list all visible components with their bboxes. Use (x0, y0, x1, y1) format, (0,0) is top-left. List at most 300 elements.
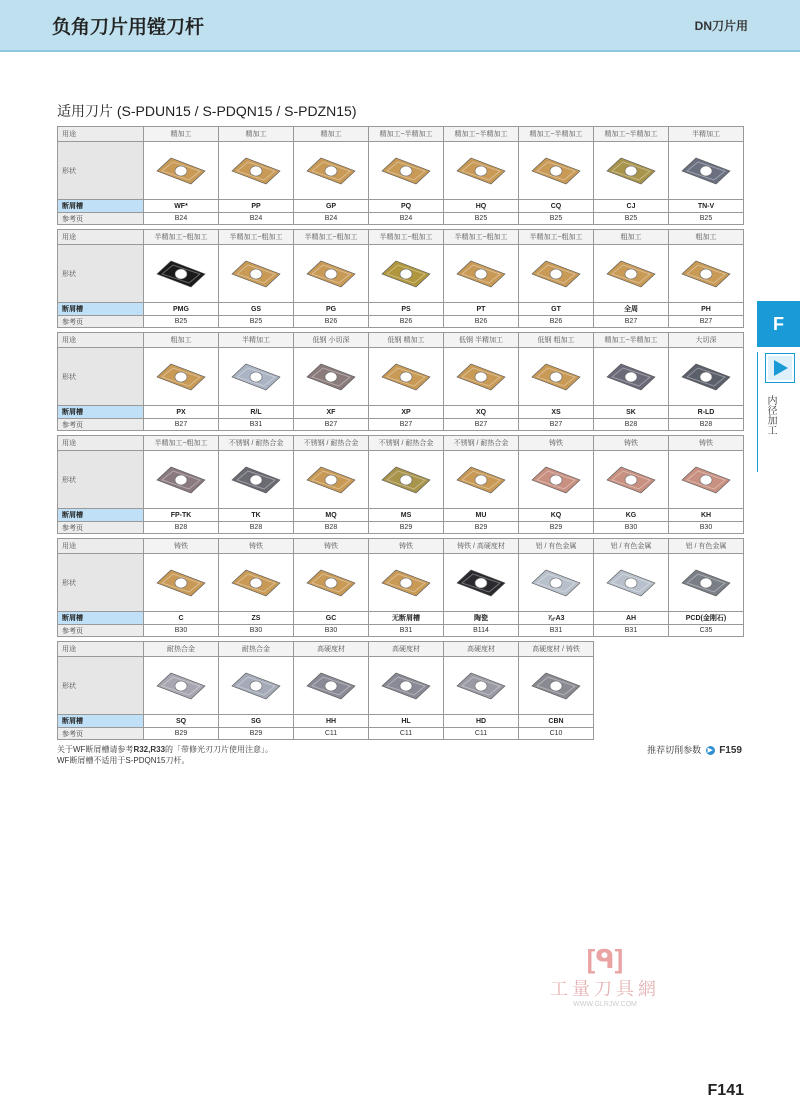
shape-label: 形状 (58, 245, 144, 303)
insert-image (530, 156, 582, 186)
chipbreaker-code: GS (219, 303, 294, 316)
insert-image (155, 568, 207, 598)
shape-cell (669, 245, 744, 303)
reference-page[interactable]: B30 (144, 625, 219, 637)
watermark-url: WWW.GLRJW.COM (573, 1001, 637, 1008)
use-cell: 铸铁 (294, 539, 369, 554)
insert-image (530, 568, 582, 598)
use-cell: 半精加工~粗加工 (369, 230, 444, 245)
use-cell: 铝 / 有色金属 (669, 539, 744, 554)
insert-image (155, 465, 207, 495)
chipbreaker-code: 全周 (594, 303, 669, 316)
shape-cell (219, 348, 294, 406)
shape-cell (144, 142, 219, 200)
reference-page[interactable]: B24 (294, 213, 369, 225)
chipbreaker-code: CQ (519, 200, 594, 213)
shape-cell (519, 348, 594, 406)
use-cell: 不锈钢 / 耐热合金 (369, 436, 444, 451)
use-cell: 铸铁 (369, 539, 444, 554)
use-cell: 大切深 (669, 333, 744, 348)
insert-image (680, 259, 732, 289)
shape-cell (444, 657, 519, 715)
chipbreaker-code: FP-TK (144, 509, 219, 522)
insert-image (530, 259, 582, 289)
shape-cell (219, 142, 294, 200)
insert-image (530, 465, 582, 495)
shape-cell (369, 245, 444, 303)
section-title: 适用刀片 (S-PDUN15 / S-PDQN15 / S-PDZN15) (57, 103, 357, 119)
shape-row (58, 657, 594, 715)
use-cell: 精加工~半精加工 (594, 127, 669, 142)
use-label: 用途 (58, 127, 144, 142)
insert-image (305, 156, 357, 186)
use-row (58, 436, 744, 451)
use-cell: 半精加工~粗加工 (294, 230, 369, 245)
insert-image (380, 259, 432, 289)
chipbreaker-code: SQ (144, 715, 219, 728)
insert-image (155, 671, 207, 701)
use-cell: 半精加工~粗加工 (444, 230, 519, 245)
use-cell: 半精加工~粗加工 (519, 230, 594, 245)
reference-page[interactable]: B28 (594, 419, 669, 431)
side-divider (757, 352, 758, 472)
chipbreaker-label: 断屑槽 (58, 509, 144, 522)
ref-label: 参考页 (58, 625, 144, 637)
shape-cell (144, 554, 219, 612)
chipbreaker-code: MU (444, 509, 519, 522)
shape-cell (219, 554, 294, 612)
reference-page[interactable]: B31 (594, 625, 669, 637)
chipbreaker-code: MS (369, 509, 444, 522)
ref-label: 参考页 (58, 316, 144, 328)
reference-page[interactable]: B27 (594, 316, 669, 328)
shape-cell (594, 451, 669, 509)
cb-row (58, 200, 744, 213)
page-number: F141 (707, 1082, 744, 1099)
chipbreaker-code: XP (369, 406, 444, 419)
shape-cell (594, 348, 669, 406)
chipbreaker-code: GC (294, 612, 369, 625)
use-cell: 高硬度材 (369, 642, 444, 657)
reference-page[interactable]: B29 (144, 728, 219, 740)
insert-image (605, 259, 657, 289)
side-label: 内径加工 (765, 395, 776, 435)
shape-row (58, 142, 744, 200)
shape-cell (669, 554, 744, 612)
reference-page[interactable]: B31 (219, 419, 294, 431)
chipbreaker-code: GP (294, 200, 369, 213)
insert-image (455, 568, 507, 598)
reference-page[interactable]: B28 (294, 522, 369, 534)
use-cell: 高硬度材 / 铸铁 (519, 642, 594, 657)
reference-page[interactable]: B24 (144, 213, 219, 225)
insert-image (155, 259, 207, 289)
use-row (58, 127, 744, 142)
chipbreaker-label: 断屑槽 (58, 715, 144, 728)
shape-cell (294, 348, 369, 406)
use-row (58, 539, 744, 554)
use-cell: 铸铁 (594, 436, 669, 451)
chipbreaker-code: PG (294, 303, 369, 316)
use-label: 用途 (58, 539, 144, 554)
insert-image (455, 156, 507, 186)
shape-cell (444, 245, 519, 303)
insert-image (305, 259, 357, 289)
shape-cell (294, 554, 369, 612)
ref-label: 参考页 (58, 419, 144, 431)
use-cell: 铝 / 有色金属 (519, 539, 594, 554)
chipbreaker-label: 断屑槽 (58, 406, 144, 419)
ref-label: 参考页 (58, 213, 144, 225)
ref-row (58, 419, 744, 431)
shape-cell (294, 451, 369, 509)
reference-page[interactable]: B27 (294, 419, 369, 431)
use-cell: 铸铁 (144, 539, 219, 554)
shape-cell (294, 245, 369, 303)
reference-page[interactable]: C11 (369, 728, 444, 740)
insert-image (455, 362, 507, 392)
insert-image (380, 362, 432, 392)
insert-image (380, 568, 432, 598)
shape-cell (294, 142, 369, 200)
insert-image (305, 465, 357, 495)
chipbreaker-code: PCD(金刚石) (669, 612, 744, 625)
insert-image (230, 465, 282, 495)
reference-page[interactable]: B28 (144, 522, 219, 534)
reference-page[interactable]: B26 (369, 316, 444, 328)
shape-cell (444, 348, 519, 406)
insert-image (380, 465, 432, 495)
reference-page[interactable]: B25 (144, 316, 219, 328)
watermark-name: 工量刀具網 (550, 979, 660, 999)
insert-image (605, 465, 657, 495)
shape-cell (519, 245, 594, 303)
reference-page[interactable]: B28 (669, 419, 744, 431)
cb-row (58, 509, 744, 522)
shape-cell (594, 245, 669, 303)
reference-page[interactable]: B30 (294, 625, 369, 637)
cutting-conditions-label: 推荐切削参数 (647, 745, 702, 755)
page-title: 负角刀片用镗刀杆 (52, 17, 205, 38)
chipbreaker-code: XS (519, 406, 594, 419)
use-cell: 半精加工~粗加工 (144, 230, 219, 245)
shape-cell (519, 142, 594, 200)
chipbreaker-code: TK (219, 509, 294, 522)
shape-label: 形状 (58, 348, 144, 406)
insert-table-group (57, 126, 744, 225)
insert-image (680, 156, 732, 186)
shape-cell (519, 451, 594, 509)
reference-page[interactable]: B25 (444, 213, 519, 225)
shape-cell (369, 554, 444, 612)
use-label: 用途 (58, 642, 144, 657)
use-label: 用途 (58, 230, 144, 245)
reference-page[interactable]: B24 (369, 213, 444, 225)
page-header (0, 0, 800, 52)
chipbreaker-code: PS (369, 303, 444, 316)
reference-page[interactable]: B30 (594, 522, 669, 534)
shape-cell (369, 348, 444, 406)
use-cell: 粗加工 (594, 230, 669, 245)
reference-page[interactable]: B27 (519, 419, 594, 431)
insert-image (605, 156, 657, 186)
boring-bar-icon (765, 353, 795, 383)
insert-image (680, 465, 732, 495)
use-cell: 耐热合金 (144, 642, 219, 657)
insert-table-group (57, 332, 744, 431)
insert-image (680, 362, 732, 392)
chipbreaker-code: XF (294, 406, 369, 419)
use-cell: 耐热合金 (219, 642, 294, 657)
chipbreaker-code: HH (294, 715, 369, 728)
use-cell: 低钢 精加工 (369, 333, 444, 348)
reference-page[interactable]: C35 (669, 625, 744, 637)
reference-page[interactable]: B31 (519, 625, 594, 637)
reference-page[interactable]: B114 (444, 625, 519, 637)
reference-page[interactable]: B26 (519, 316, 594, 328)
shape-cell (444, 451, 519, 509)
use-label: 用途 (58, 436, 144, 451)
chipbreaker-label: 断屑槽 (58, 303, 144, 316)
ref-label: 参考页 (58, 728, 144, 740)
reference-page[interactable]: B27 (669, 316, 744, 328)
reference-page[interactable]: B25 (669, 213, 744, 225)
shape-cell (669, 142, 744, 200)
cutting-conditions-link[interactable] (647, 743, 742, 756)
watermark (540, 944, 670, 1008)
reference-page[interactable]: B29 (444, 522, 519, 534)
use-cell: 铸铁 (219, 539, 294, 554)
shape-label: 形状 (58, 451, 144, 509)
use-cell: 半精加工~粗加工 (219, 230, 294, 245)
use-cell: 高硬度材 (294, 642, 369, 657)
use-cell: 精加工~半精加工 (594, 333, 669, 348)
chipbreaker-code: C (144, 612, 219, 625)
reference-page[interactable]: B27 (444, 419, 519, 431)
chipbreaker-code: HQ (444, 200, 519, 213)
chipbreaker-code: ZS (219, 612, 294, 625)
reference-page[interactable]: B27 (369, 419, 444, 431)
chipbreaker-code: KH (669, 509, 744, 522)
use-cell: 铸铁 (669, 436, 744, 451)
use-cell: 精加工 (294, 127, 369, 142)
shape-cell (669, 451, 744, 509)
reference-page[interactable]: B25 (519, 213, 594, 225)
cb-row (58, 303, 744, 316)
watermark-logo: [ᑫ] (586, 944, 624, 974)
use-cell: 精加工~半精加工 (519, 127, 594, 142)
use-cell: 不锈钢 / 耐热合金 (219, 436, 294, 451)
cb-row (58, 715, 594, 728)
use-cell: 铸铁 / 高硬度材 (444, 539, 519, 554)
use-cell: 精加工 (144, 127, 219, 142)
use-cell: 半精加工 (669, 127, 744, 142)
reference-page[interactable]: C10 (519, 728, 594, 740)
notes (57, 744, 273, 766)
shape-cell (294, 657, 369, 715)
shape-row (58, 554, 744, 612)
use-cell: 精加工~半精加工 (369, 127, 444, 142)
insert-image (455, 671, 507, 701)
ref-label: 参考页 (58, 522, 144, 534)
use-cell: 粗加工 (669, 230, 744, 245)
shape-label: 形状 (58, 142, 144, 200)
chipbreaker-code: PX (144, 406, 219, 419)
chipbreaker-code: PH (669, 303, 744, 316)
use-cell: 不锈钢 / 耐热合金 (444, 436, 519, 451)
shape-cell (144, 451, 219, 509)
insert-tables (57, 126, 743, 744)
use-cell: 低钢 半精加工 (444, 333, 519, 348)
reference-page[interactable]: B26 (294, 316, 369, 328)
ref-row (58, 728, 594, 740)
chipbreaker-code: R-LD (669, 406, 744, 419)
shape-cell (144, 245, 219, 303)
insert-image (530, 362, 582, 392)
insert-image (155, 156, 207, 186)
use-cell: 铝 / 有色金属 (594, 539, 669, 554)
insert-image (230, 568, 282, 598)
reference-page[interactable]: B29 (219, 728, 294, 740)
reference-page[interactable]: B30 (669, 522, 744, 534)
chipbreaker-code: 陶瓷 (444, 612, 519, 625)
reference-page[interactable]: B27 (144, 419, 219, 431)
cutting-conditions-page: F159 (719, 745, 742, 756)
shape-row (58, 348, 744, 406)
shape-row (58, 245, 744, 303)
shape-cell (594, 554, 669, 612)
use-cell: 精加工 (219, 127, 294, 142)
insert-image (230, 671, 282, 701)
insert-image (605, 362, 657, 392)
insert-image (605, 568, 657, 598)
chipbreaker-code: KQ (519, 509, 594, 522)
chipbreaker-code: XQ (444, 406, 519, 419)
reference-page[interactable]: B26 (444, 316, 519, 328)
use-cell: 不锈钢 / 耐热合金 (294, 436, 369, 451)
chipbreaker-code: SG (219, 715, 294, 728)
insert-table-group (57, 229, 744, 328)
reference-page[interactable]: B25 (219, 316, 294, 328)
shape-cell (219, 245, 294, 303)
chipbreaker-code: KG (594, 509, 669, 522)
chipbreaker-code: TN-V (669, 200, 744, 213)
side-tab-f[interactable]: F (757, 301, 800, 347)
reference-page[interactable]: B30 (219, 625, 294, 637)
insert-image (455, 465, 507, 495)
reference-page[interactable]: B31 (369, 625, 444, 637)
use-label: 用途 (58, 333, 144, 348)
chipbreaker-code: ⅞-A3 (519, 612, 594, 625)
chipbreaker-code: 无断屑槽 (369, 612, 444, 625)
chipbreaker-code: GT (519, 303, 594, 316)
shape-cell (444, 142, 519, 200)
use-cell: 半精加工 (219, 333, 294, 348)
insert-table-group (57, 538, 744, 637)
chipbreaker-code: PQ (369, 200, 444, 213)
use-row (58, 333, 744, 348)
use-cell: 低钢 小切深 (294, 333, 369, 348)
ref-row (58, 625, 744, 637)
use-cell: 低钢 粗加工 (519, 333, 594, 348)
chipbreaker-label: 断屑槽 (58, 200, 144, 213)
use-row (58, 230, 744, 245)
arrow-right-icon: ▶ (707, 747, 713, 755)
chipbreaker-code: CJ (594, 200, 669, 213)
insert-image (455, 259, 507, 289)
chipbreaker-code: R/L (219, 406, 294, 419)
reference-page[interactable]: C11 (294, 728, 369, 740)
chipbreaker-label: 断屑槽 (58, 612, 144, 625)
chipbreaker-code: WF* (144, 200, 219, 213)
page-subtitle: DN刀片用 (694, 19, 748, 33)
reference-page[interactable]: B25 (594, 213, 669, 225)
insert-image (680, 568, 732, 598)
shape-cell (519, 657, 594, 715)
insert-image (530, 671, 582, 701)
shape-cell (369, 657, 444, 715)
ref-row (58, 316, 744, 328)
shape-label: 形状 (58, 554, 144, 612)
insert-image (305, 671, 357, 701)
reference-page[interactable]: B24 (219, 213, 294, 225)
reference-page[interactable]: B29 (519, 522, 594, 534)
ref-row (58, 213, 744, 225)
shape-row (58, 451, 744, 509)
cb-row (58, 612, 744, 625)
chipbreaker-code: HL (369, 715, 444, 728)
insert-image (230, 362, 282, 392)
use-cell: 精加工~半精加工 (444, 127, 519, 142)
note-line-1: 关于WF断屑槽请参考R32,R33的「带修光刃刀片使用注意」。 (57, 745, 274, 754)
shape-cell (369, 451, 444, 509)
use-cell: 高硬度材 (444, 642, 519, 657)
reference-page[interactable]: C11 (444, 728, 519, 740)
note-line-2: WF断屑槽不适用于S-PDQN15刀杆。 (57, 756, 190, 765)
insert-image (155, 362, 207, 392)
insert-image (230, 259, 282, 289)
chipbreaker-code: PMG (144, 303, 219, 316)
use-cell: 粗加工 (144, 333, 219, 348)
insert-image (305, 362, 357, 392)
shape-cell (669, 348, 744, 406)
shape-cell (219, 657, 294, 715)
shape-cell (369, 142, 444, 200)
insert-image (305, 568, 357, 598)
use-cell: 半精加工~粗加工 (144, 436, 219, 451)
shape-cell (144, 348, 219, 406)
cb-row (58, 406, 744, 419)
use-row (58, 642, 594, 657)
chipbreaker-code: SK (594, 406, 669, 419)
chipbreaker-code: PP (219, 200, 294, 213)
shape-cell (144, 657, 219, 715)
reference-page[interactable]: B29 (369, 522, 444, 534)
reference-page[interactable]: B28 (219, 522, 294, 534)
chipbreaker-code: AH (594, 612, 669, 625)
shape-cell (594, 142, 669, 200)
insert-image (380, 671, 432, 701)
chipbreaker-code: CBN (519, 715, 594, 728)
shape-cell (444, 554, 519, 612)
use-cell: 铸铁 (519, 436, 594, 451)
insert-table-group (57, 435, 744, 534)
shape-label: 形状 (58, 657, 144, 715)
chipbreaker-code: PT (444, 303, 519, 316)
ref-row (58, 522, 744, 534)
insert-image (230, 156, 282, 186)
shape-cell (519, 554, 594, 612)
